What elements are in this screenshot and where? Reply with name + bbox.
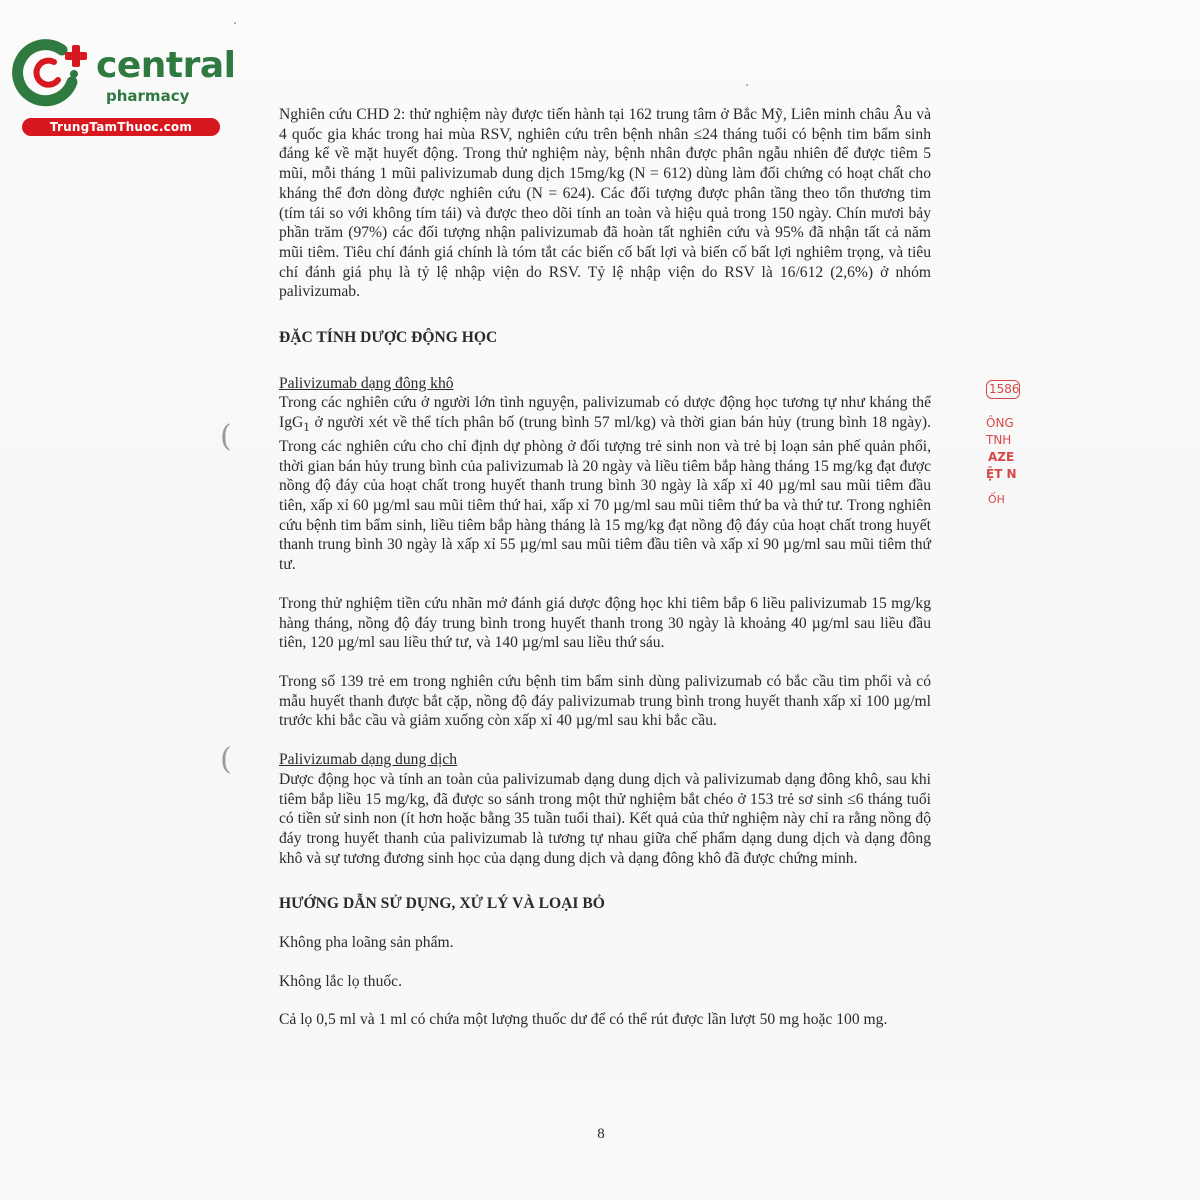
paragraph-cardiopulmonary-bypass: Trong số 139 trẻ em trong nghiên cứu bệnh tim bẩm sinh dùng palivizumab có bắc cầu tim phổi và có mẫu huyết thanh được bắt cặp, nồng độ đáy palivizumab trung bình trong huyết thanh xấp xỉ 100 µg/ml trước khi bắc cầu và giảm xuống còn xấp xỉ 40 µg/ml sau khi bắc cầu.: [279, 672, 931, 730]
heading-usage-handling: HƯỚNG DẪN SỬ DỤNG, XỬ LÝ VÀ LOẠI BỎ: [279, 895, 605, 913]
paragraph-lyophilized-pk-part1: Trong các nghiên cứu ở người lớn tình nguyện, palivizumab có dược động học tương tự như kháng thể IgG: [279, 394, 931, 432]
paragraph-vial-overfill: Cả lọ 0,5 ml và 1 ml có chứa một lượng thuốc dư để có thể rút được lần lượt 50 mg hoặc 100 mg.: [279, 1011, 888, 1029]
scan-speck: [234, 22, 236, 24]
scan-speck: [746, 84, 748, 86]
stamp-line: ỐH: [988, 493, 1005, 506]
paragraph-no-shake: Không lắc lọ thuốc.: [279, 972, 402, 990]
punch-hole-mark-icon: (: [220, 419, 232, 454]
red-stamp: [980, 380, 1020, 530]
stamp-line: ỆT N: [986, 467, 1017, 481]
brand-name: central: [96, 45, 236, 86]
stamp-line: AZE: [988, 450, 1015, 464]
stamp-line: TNH: [986, 433, 1012, 447]
brand-subtitle: pharmacy: [106, 87, 190, 105]
stamp-line: ÔNG: [986, 416, 1014, 430]
paragraph-lyophilized-pk-part2: ở người xét về thể tích phân bố (trung bình 57 ml/kg) và thời gian bán hủy (trung bình 18 ngày). Trong các nghiên cứu cho chỉ định dự phòng ở đối tượng trẻ sinh non và trẻ bị loạn sản phế quản phổi, thời gian bán hủy trung bình của palivizumab là 20 ngày và liều tiêm bắp hàng tháng 15 mg/kg đạt được nồng độ đáy của hoạt chất trong huyết thanh trung bình 30 ngày là xấp xỉ 40 µg/ml sau mũi tiêm đầu tiên, xấp xỉ 60 µg/ml sau mũi tiêm thứ hai, xấp xỉ 70 µg/ml sau mũi tiêm thứ ba và thứ tư. Trong nghiên cứu bệnh tim bẩm sinh, liều tiêm bắp hàng tháng là 15 mg/kg đạt nồng độ đáy của hoạt chất trong huyết thanh trung bình 30 ngày là xấp xỉ 55 µg/ml sau mũi tiêm đầu tiên và xấp xỉ 90 µg/ml sau mũi tiêm thứ tư.: [279, 414, 931, 574]
paragraph-no-dilute: Không pha loãng sản phẩm.: [279, 934, 454, 952]
pharmacy-cross-logo-icon: [10, 36, 90, 110]
paragraph-lyophilized-pk: [279, 393, 931, 574]
stamp-line: 1586: [986, 380, 1020, 399]
central-pharmacy-logo[interactable]: [10, 36, 236, 136]
subheading-solution: Palivizumab dạng dung dịch: [279, 751, 457, 769]
paragraph-chd2-study: Nghiên cứu CHD 2: thử nghiệm này được tiến hành tại 162 trung tâm ở Bắc Mỹ, Liên minh châu Âu và 4 quốc gia khác trong hai mùa RSV, nghiên cứu trên bệnh nhân ≤24 tháng tuổi có bệnh tim bẩm sinh đáng kể về mặt huyết động. Trong thử nghiệm này, bệnh nhân được phân ngẫu nhiên để được tiêm 5 mũi, mỗi tháng 1 mũi palivizumab dung dịch 15mg/kg (N = 612) dùng làm đối chứng có hoạt chất cho kháng thể đơn dòng được nghiên cứu (N = 624). Các đối tượng được phân tầng theo tổn thương tim (tím tái so với không tím tái) và được theo dõi tính an toàn và hiệu quả trong 150 ngày. Chín mươi bảy phần trăm (97%) các đối tượng nhận palivizumab đã hoàn tất nghiên cứu và 95% đã nhận tất cả năm mũi tiêm. Tiêu chí đánh giá chính là tóm tắt các biến cố bất lợi và biến cố bất lợi nghiêm trọng, và tiêu chí đánh giá phụ là tỷ lệ nhập viện do RSV. Tỷ lệ nhập viện do RSV là 16/612 (2,6%) ở nhóm palivizumab.: [279, 106, 931, 301]
paragraph-open-label-trial: Trong thử nghiệm tiền cứu nhãn mở đánh giá dược động học khi tiêm bắp 6 liều palivizumab 15 mg/kg hàng tháng, nồng độ đáy trung bình trong huyết thanh trong 30 ngày là khoảng 40 µg/ml sau liều đầu tiên, 120 µg/ml sau liều thứ tư, và 140 µg/ml sau liều thứ sáu.: [279, 594, 931, 652]
website-banner[interactable]: TrungTamThuoc.com: [22, 118, 220, 136]
heading-pharmacokinetics: ĐẶC TÍNH DƯỢC ĐỘNG HỌC: [279, 329, 498, 347]
document-body: [279, 105, 931, 1030]
subheading-lyophilized: Palivizumab dạng đông khô: [279, 374, 454, 392]
paragraph-solution-pk: Dược động học và tính an toàn của palivizumab dạng dung dịch và palivizumab dạng đông khô, sau khi tiêm bắp liều 15 mg/kg, đã được so sánh trong một thử nghiệm bắt chéo ở 153 trẻ sơ sinh ≤6 tháng tuổi có tiền sử sinh non (ít hơn hoặc bằng 35 tuần tuổi thai). Kết quả của thử nghiệm này chỉ ra rằng nồng độ đáy trong huyết thanh của palivizumab là tương tự nhau giữa chế phẩm dạng dung dịch và dạng đông khô và sự tương đương sinh học của dạng dung dịch và dạng đông khô đã được chứng minh.: [279, 770, 931, 867]
igg-subscript: 1: [303, 419, 310, 435]
punch-hole-mark-icon: (: [220, 742, 232, 777]
page-number: 8: [597, 1126, 605, 1142]
